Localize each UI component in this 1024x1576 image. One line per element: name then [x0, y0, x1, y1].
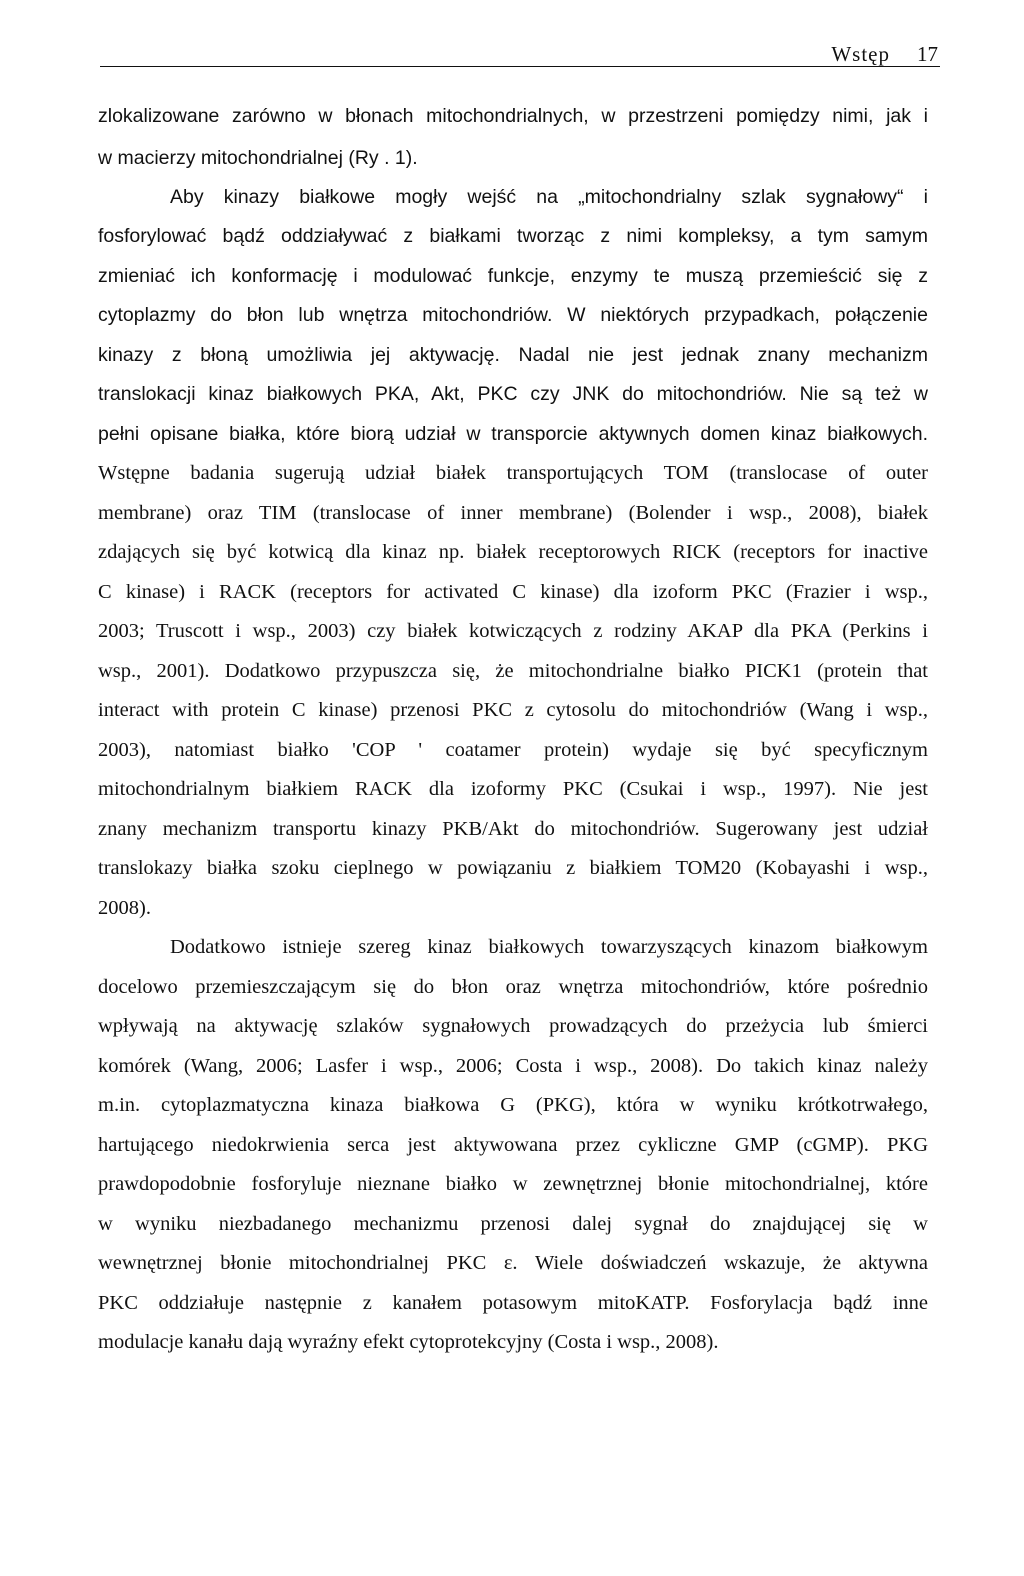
text-line: translokacji kinaz białkowych PKA, Akt, PKC czy JNK do mitochondriów. Nie są też w [98, 383, 928, 405]
text-line: membrane) oraz TIM (translocase of inner membrane) (Bolender i wsp., 2008), białek [98, 502, 928, 524]
text-line: wsp., 2001). Dodatkowo przypuszcza się, że mitochondrialne białko PICK1 (protein that [98, 660, 928, 682]
text-line: w macierzy mitochondrialnej (Ry . 1). [98, 147, 418, 169]
text-line: zmieniać ich konformację i modulować funkcje, enzymy te muszą przemieścić się z [98, 265, 928, 287]
text-line: Aby kinazy białkowe mogły wejść na „mitochondrialny szlak sygnałowy“ i [170, 186, 928, 208]
text-line: translokazy białka szoku cieplnego w powiązaniu z białkiem TOM20 (Kobayashi i wsp., [98, 857, 928, 879]
text-line: wpływają na aktywację szlaków sygnałowych prowadzących do przeżycia lub śmierci [98, 1015, 928, 1037]
text-line: fosforylować bądź oddziaływać z białkami tworząc z nimi kompleksy, a tym samym [98, 225, 928, 247]
text-line: zlokalizowane zarówno w błonach mitochondrialnych, w przestrzeni pomiędzy nimi, jak i [98, 105, 928, 127]
header-rule [100, 66, 940, 67]
text-line: mitochondrialnym białkiem RACK dla izoformy PKC (Csukai i wsp., 1997). Nie jest [98, 778, 928, 800]
header-title: Wstęp [831, 42, 890, 66]
text-line: modulacje kanału dają wyraźny efekt cytoprotekcyjny (Costa i wsp., 2008). [98, 1331, 719, 1353]
text-line: komórek (Wang, 2006; Lasfer i wsp., 2006; Costa i wsp., 2008). Do takich kinaz należy [98, 1055, 928, 1077]
text-line: znany mechanizm transportu kinazy PKB/Akt do mitochondriów. Sugerowany jest udział [98, 818, 928, 840]
text-line: 2003), natomiast białko 'COP ' coatamer protein) wydaje się być specyficznym [98, 739, 928, 761]
text-line: 2008). [98, 897, 151, 919]
text-line: prawdopodobnie fosforyluje nieznane białko w zewnętrznej błonie mitochondrialnej, które [98, 1173, 928, 1195]
text-line: m.in. cytoplazmatyczna kinaza białkowa G (PKG), która w wyniku krótkotrwałego, [98, 1094, 928, 1116]
text-line: PKC oddziałuje następnie z kanałem potasowym mitoKATP. Fosforylacja bądź inne [98, 1292, 928, 1314]
text-line: interact with protein C kinase) przenosi PKC z cytosolu do mitochondriów (Wang i wsp., [98, 699, 928, 721]
running-header [100, 42, 940, 72]
text-line: Wstępne badania sugerują udział białek transportujących TOM (translocase of outer [98, 462, 928, 484]
page-number: 17 [917, 42, 938, 66]
text-line: zdających się być kotwicą dla kinaz np. białek receptorowych RICK (receptors for inactive [98, 541, 928, 563]
text-line: 2003; Truscott i wsp., 2003) czy białek kotwiczących z rodziny AKAP dla PKA (Perkins i [98, 620, 928, 642]
text-line: docelowo przemieszczającym się do błon oraz wnętrza mitochondriów, które pośrednio [98, 976, 928, 998]
text-line: pełni opisane białka, które biorą udział w transporcie aktywnych domen kinaz białkowych. [98, 423, 928, 445]
text-line: C kinase) i RACK (receptors for activated C kinase) dla izoform PKC (Frazier i wsp., [98, 581, 928, 603]
text-line: Dodatkowo istnieje szereg kinaz białkowych towarzyszących kinazom białkowym [170, 936, 928, 958]
text-line: wewnętrznej błonie mitochondrialnej PKC ε. Wiele doświadczeń wskazuje, że aktywna [98, 1252, 928, 1274]
text-line: cytoplazmy do błon lub wnętrza mitochondriów. W niektórych przypadkach, połączenie [98, 304, 928, 326]
text-line: w wyniku niezbadanego mechanizmu przenosi dalej sygnał do znajdującej się w [98, 1213, 928, 1235]
text-line: kinazy z błoną umożliwia jej aktywację. Nadal nie jest jednak znany mechanizm [98, 344, 928, 366]
text-line: hartującego niedokrwienia serca jest aktywowana przez cykliczne GMP (cGMP). PKG [98, 1134, 928, 1156]
